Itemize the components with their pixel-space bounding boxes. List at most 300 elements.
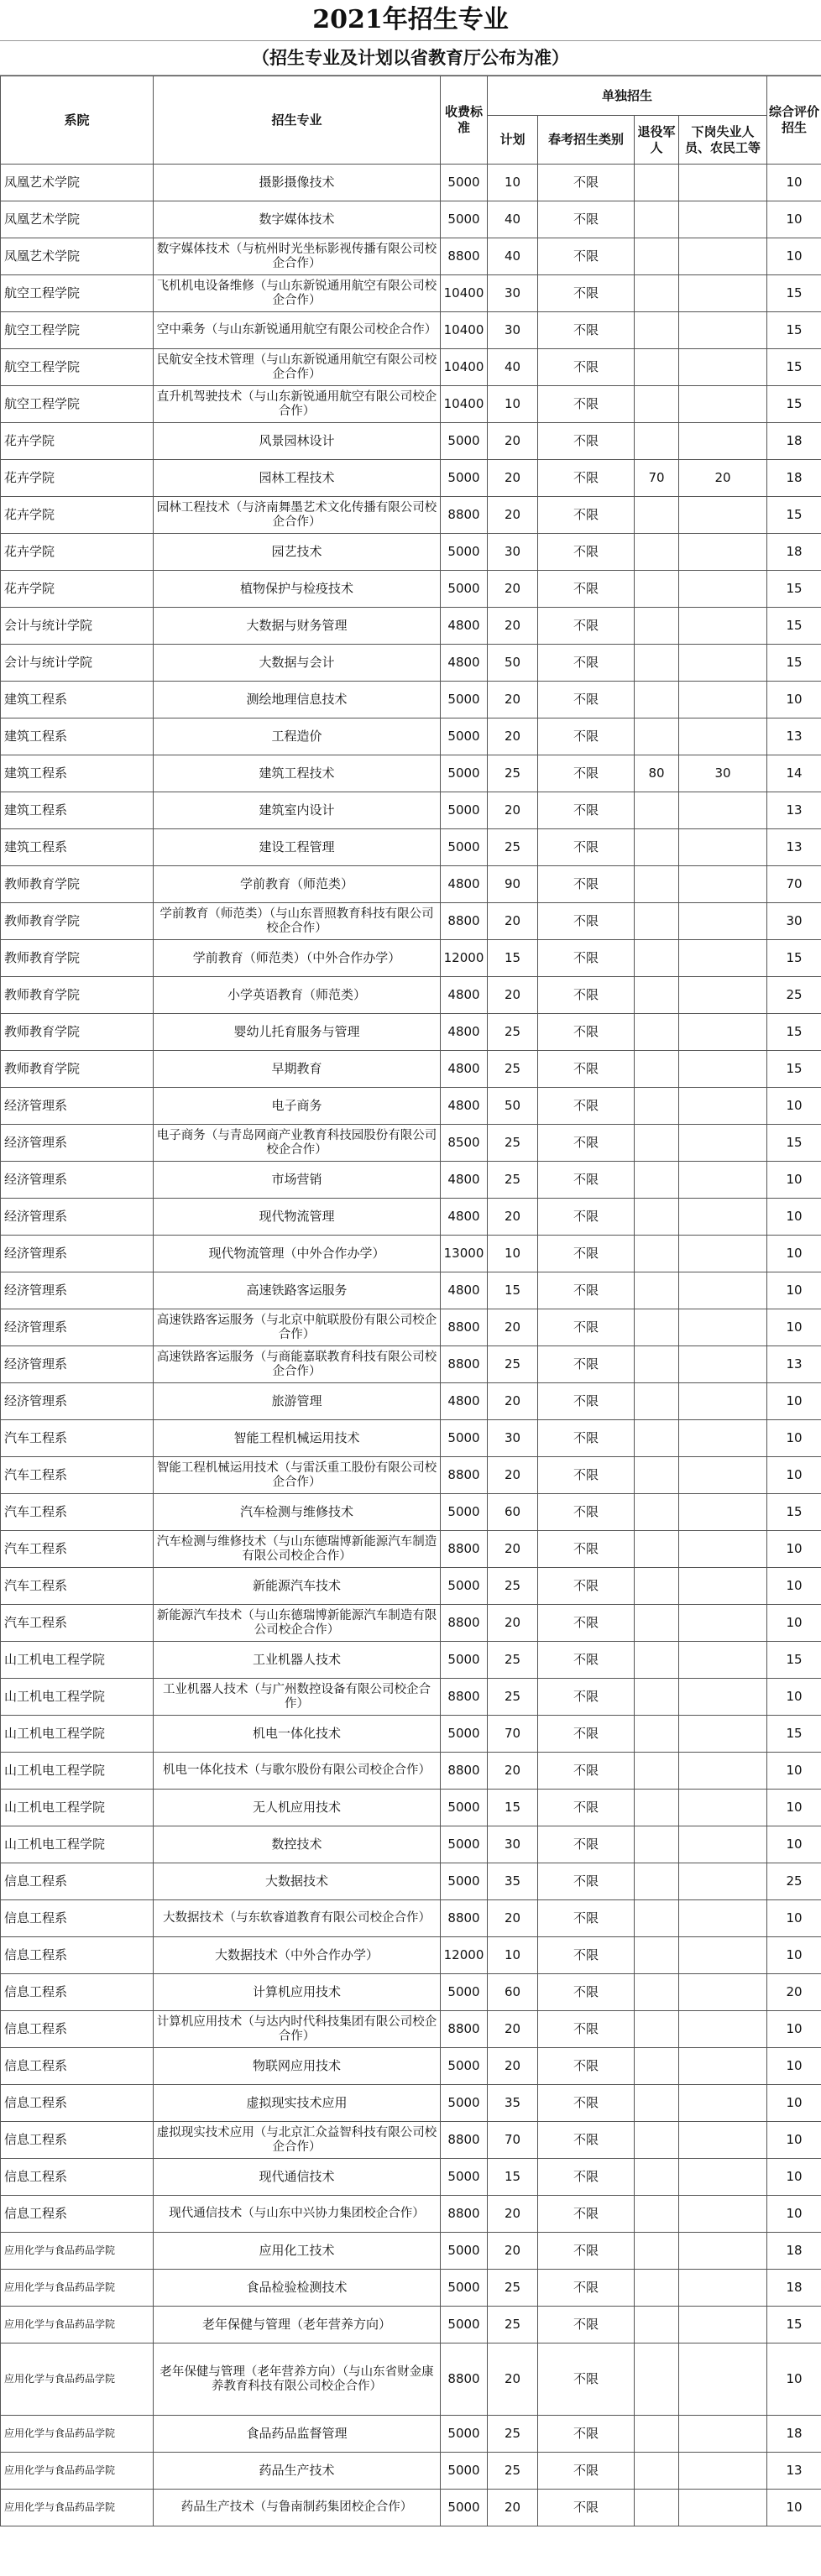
table-row: [1, 1420, 821, 1457]
dept-cell: 凤凰艺术学院: [1, 238, 154, 275]
major-cell: 智能工程机械运用技术（与雷沃重工股份有限公司校企合作）: [154, 1457, 441, 1494]
spring-category-cell: 不限: [538, 682, 635, 718]
veteran-cell: [635, 1051, 679, 1088]
dept-cell: 航空工程学院: [1, 349, 154, 386]
comprehensive-cell: 10: [767, 1568, 821, 1605]
fee-cell: 4800: [441, 1272, 488, 1309]
table-row: [1, 645, 821, 682]
major-cell: 数字媒体技术（与杭州时光坐标影视传播有限公司校企合作）: [154, 238, 441, 275]
laid-off-cell: [679, 1900, 767, 1937]
dept-cell: 汽车工程系: [1, 1605, 154, 1642]
veteran-cell: [635, 977, 679, 1014]
veteran-cell: [635, 940, 679, 977]
table-row: [1, 1716, 821, 1753]
laid-off-cell: [679, 201, 767, 238]
table-row: [1, 1088, 821, 1125]
table-row: [1, 2343, 821, 2416]
laid-off-cell: [679, 829, 767, 866]
plan-cell: 20: [488, 460, 538, 497]
major-cell: 民航安全技术管理（与山东新锐通用航空有限公司校企合作）: [154, 349, 441, 386]
comprehensive-cell: 10: [767, 1420, 821, 1457]
laid-off-cell: [679, 1531, 767, 1568]
fee-cell: 10400: [441, 275, 488, 312]
laid-off-cell: [679, 1309, 767, 1346]
plan-cell: 25: [488, 2453, 538, 2490]
major-cell: 新能源汽车技术: [154, 1568, 441, 1605]
table-row: [1, 1974, 821, 2011]
plan-cell: 25: [488, 2270, 538, 2307]
spring-category-cell: 不限: [538, 460, 635, 497]
veteran-cell: [635, 2196, 679, 2233]
fee-cell: 5000: [441, 2453, 488, 2490]
fee-cell: 8800: [441, 1346, 488, 1383]
spring-category-cell: 不限: [538, 497, 635, 534]
dept-cell: 信息工程系: [1, 2011, 154, 2048]
laid-off-cell: 30: [679, 755, 767, 792]
major-cell: 新能源汽车技术（与山东德瑞博新能源汽车制造有限公司校企合作）: [154, 1605, 441, 1642]
major-cell: 药品生产技术（与鲁南制药集团校企合作）: [154, 2490, 441, 2526]
comprehensive-cell: 15: [767, 645, 821, 682]
veteran-cell: [635, 645, 679, 682]
plan-cell: 50: [488, 645, 538, 682]
laid-off-cell: [679, 2343, 767, 2416]
spring-category-cell: 不限: [538, 1605, 635, 1642]
table-row: [1, 1937, 821, 1974]
major-cell: 小学英语教育（师范类）: [154, 977, 441, 1014]
major-cell: 虚拟现实技术应用（与北京汇众益智科技有限公司校企合作）: [154, 2122, 441, 2159]
table-row: [1, 1790, 821, 1826]
comprehensive-cell: 14: [767, 755, 821, 792]
header-comprehensive: 综合评价招生: [767, 76, 821, 165]
laid-off-cell: [679, 1790, 767, 1826]
laid-off-cell: [679, 1753, 767, 1790]
veteran-cell: [635, 1790, 679, 1826]
table-row: [1, 1457, 821, 1494]
spring-category-cell: 不限: [538, 1568, 635, 1605]
major-cell: 高速铁路客运服务（与商能嘉联教育科技有限公司校企合作）: [154, 1346, 441, 1383]
major-cell: 高速铁路客运服务: [154, 1272, 441, 1309]
fee-cell: 4800: [441, 608, 488, 645]
dept-cell: 山工机电工程学院: [1, 1679, 154, 1716]
major-cell: 大数据技术（与东软睿道教育有限公司校企合作）: [154, 1900, 441, 1937]
header-major: 招生专业: [154, 76, 441, 165]
table-row: [1, 238, 821, 275]
spring-category-cell: 不限: [538, 1125, 635, 1162]
veteran-cell: [635, 1753, 679, 1790]
dept-cell: 汽车工程系: [1, 1457, 154, 1494]
plan-cell: 20: [488, 571, 538, 608]
table-row: [1, 2270, 821, 2307]
major-cell: 药品生产技术: [154, 2453, 441, 2490]
major-cell: 计算机应用技术（与达内时代科技集团有限公司校企合作）: [154, 2011, 441, 2048]
comprehensive-cell: 10: [767, 1605, 821, 1642]
table-row: [1, 1826, 821, 1863]
dept-cell: 教师教育学院: [1, 903, 154, 940]
veteran-cell: [635, 2270, 679, 2307]
table-row: [1, 940, 821, 977]
dept-cell: 花卉学院: [1, 497, 154, 534]
comprehensive-cell: 10: [767, 2122, 821, 2159]
table-row: [1, 829, 821, 866]
plan-cell: 35: [488, 2085, 538, 2122]
laid-off-cell: [679, 534, 767, 571]
fee-cell: 5000: [441, 460, 488, 497]
spring-category-cell: 不限: [538, 608, 635, 645]
header-plan: 计划: [488, 116, 538, 165]
plan-cell: 25: [488, 1125, 538, 1162]
major-cell: 虚拟现实技术应用: [154, 2085, 441, 2122]
spring-category-cell: 不限: [538, 645, 635, 682]
veteran-cell: [635, 1199, 679, 1236]
fee-cell: 8800: [441, 2011, 488, 2048]
plan-cell: 30: [488, 275, 538, 312]
major-cell: 机电一体化技术（与歌尔股份有限公司校企合作）: [154, 1753, 441, 1790]
veteran-cell: [635, 349, 679, 386]
spring-category-cell: 不限: [538, 1420, 635, 1457]
header-single-enrollment: 单独招生: [488, 76, 767, 116]
laid-off-cell: [679, 1568, 767, 1605]
comprehensive-cell: 10: [767, 1937, 821, 1974]
plan-cell: 40: [488, 201, 538, 238]
fee-cell: 5000: [441, 571, 488, 608]
table-row: [1, 2307, 821, 2343]
veteran-cell: [635, 682, 679, 718]
dept-cell: 航空工程学院: [1, 386, 154, 423]
comprehensive-cell: 10: [767, 1753, 821, 1790]
spring-category-cell: 不限: [538, 1679, 635, 1716]
veteran-cell: [635, 1014, 679, 1051]
veteran-cell: [635, 2233, 679, 2270]
comprehensive-cell: 18: [767, 2416, 821, 2453]
spring-category-cell: 不限: [538, 940, 635, 977]
spring-category-cell: 不限: [538, 1974, 635, 2011]
veteran-cell: [635, 718, 679, 755]
dept-cell: 经济管理系: [1, 1162, 154, 1199]
dept-cell: 凤凰艺术学院: [1, 201, 154, 238]
fee-cell: 8800: [441, 2196, 488, 2233]
comprehensive-cell: 15: [767, 386, 821, 423]
table-row: [1, 423, 821, 460]
plan-cell: 20: [488, 2343, 538, 2416]
dept-cell: 信息工程系: [1, 2196, 154, 2233]
dept-cell: 信息工程系: [1, 1900, 154, 1937]
table-row: [1, 1383, 821, 1420]
major-cell: 风景园林设计: [154, 423, 441, 460]
spring-category-cell: 不限: [538, 1716, 635, 1753]
dept-cell: 信息工程系: [1, 2122, 154, 2159]
veteran-cell: [635, 1383, 679, 1420]
plan-cell: 20: [488, 903, 538, 940]
comprehensive-cell: 15: [767, 1494, 821, 1531]
fee-cell: 5000: [441, 1716, 488, 1753]
comprehensive-cell: 15: [767, 1051, 821, 1088]
laid-off-cell: [679, 1605, 767, 1642]
plan-cell: 20: [488, 423, 538, 460]
major-cell: 建筑室内设计: [154, 792, 441, 829]
table-row: [1, 1272, 821, 1309]
fee-cell: 4800: [441, 645, 488, 682]
veteran-cell: [635, 2085, 679, 2122]
laid-off-cell: [679, 1272, 767, 1309]
spring-category-cell: 不限: [538, 1937, 635, 1974]
veteran-cell: [635, 1420, 679, 1457]
dept-cell: 信息工程系: [1, 1863, 154, 1900]
fee-cell: 4800: [441, 1383, 488, 1420]
major-cell: 学前教育（师范类）（与山东晋照教育科技有限公司校企合作）: [154, 903, 441, 940]
table-header: [1, 76, 821, 165]
fee-cell: 8800: [441, 2343, 488, 2416]
comprehensive-cell: 10: [767, 2196, 821, 2233]
veteran-cell: [635, 423, 679, 460]
comprehensive-cell: 15: [767, 497, 821, 534]
comprehensive-cell: 10: [767, 1457, 821, 1494]
laid-off-cell: [679, 2159, 767, 2196]
veteran-cell: [635, 608, 679, 645]
spring-category-cell: 不限: [538, 349, 635, 386]
major-cell: 大数据与财务管理: [154, 608, 441, 645]
plan-cell: 30: [488, 1420, 538, 1457]
table-row: [1, 571, 821, 608]
spring-category-cell: 不限: [538, 755, 635, 792]
veteran-cell: [635, 238, 679, 275]
fee-cell: 8800: [441, 1309, 488, 1346]
veteran-cell: [635, 1716, 679, 1753]
comprehensive-cell: 13: [767, 1346, 821, 1383]
spring-category-cell: 不限: [538, 2233, 635, 2270]
major-cell: 高速铁路客运服务（与北京中航联股份有限公司校企合作）: [154, 1309, 441, 1346]
major-cell: 市场营销: [154, 1162, 441, 1199]
dept-cell: 建筑工程系: [1, 718, 154, 755]
dept-cell: 山工机电工程学院: [1, 1716, 154, 1753]
laid-off-cell: [679, 2196, 767, 2233]
dept-cell: 教师教育学院: [1, 866, 154, 903]
major-cell: 旅游管理: [154, 1383, 441, 1420]
spring-category-cell: 不限: [538, 1088, 635, 1125]
dept-cell: 教师教育学院: [1, 977, 154, 1014]
plan-cell: 25: [488, 1568, 538, 1605]
spring-category-cell: 不限: [538, 1383, 635, 1420]
comprehensive-cell: 18: [767, 460, 821, 497]
fee-cell: 4800: [441, 1014, 488, 1051]
plan-cell: 20: [488, 2048, 538, 2085]
fee-cell: 5000: [441, 1568, 488, 1605]
fee-cell: 5000: [441, 2307, 488, 2343]
plan-cell: 20: [488, 1199, 538, 1236]
table-row: [1, 608, 821, 645]
spring-category-cell: 不限: [538, 1236, 635, 1272]
veteran-cell: [635, 829, 679, 866]
major-cell: 智能工程机械运用技术: [154, 1420, 441, 1457]
table-row: [1, 755, 821, 792]
dept-cell: 信息工程系: [1, 2048, 154, 2085]
header-laid-off: 下岗失业人员、农民工等: [679, 116, 767, 165]
plan-cell: 60: [488, 1494, 538, 1531]
dept-cell: 花卉学院: [1, 460, 154, 497]
table-row: [1, 1642, 821, 1679]
dept-cell: 经济管理系: [1, 1236, 154, 1272]
major-cell: 电子商务（与青岛网商产业教育科技园股份有限公司校企合作）: [154, 1125, 441, 1162]
fee-cell: 5000: [441, 1642, 488, 1679]
spring-category-cell: 不限: [538, 1346, 635, 1383]
comprehensive-cell: 10: [767, 1199, 821, 1236]
veteran-cell: 70: [635, 460, 679, 497]
table-row: [1, 2233, 821, 2270]
dept-cell: 应用化学与食品药品学院: [1, 2307, 154, 2343]
plan-cell: 20: [488, 1309, 538, 1346]
comprehensive-cell: 10: [767, 2085, 821, 2122]
laid-off-cell: [679, 312, 767, 349]
spring-category-cell: 不限: [538, 2416, 635, 2453]
laid-off-cell: [679, 718, 767, 755]
spring-category-cell: 不限: [538, 201, 635, 238]
veteran-cell: [635, 1457, 679, 1494]
comprehensive-cell: 15: [767, 1642, 821, 1679]
table-row: [1, 1863, 821, 1900]
major-cell: 汽车检测与维修技术（与山东德瑞博新能源汽车制造有限公司校企合作）: [154, 1531, 441, 1568]
plan-cell: 30: [488, 312, 538, 349]
major-cell: 现代物流管理（中外合作办学）: [154, 1236, 441, 1272]
laid-off-cell: [679, 1494, 767, 1531]
dept-cell: 教师教育学院: [1, 940, 154, 977]
fee-cell: 5000: [441, 423, 488, 460]
comprehensive-cell: 10: [767, 2159, 821, 2196]
veteran-cell: [635, 2343, 679, 2416]
laid-off-cell: [679, 1457, 767, 1494]
plan-cell: 20: [488, 977, 538, 1014]
major-cell: 摄影摄像技术: [154, 165, 441, 201]
comprehensive-cell: 15: [767, 1716, 821, 1753]
major-cell: 数字媒体技术: [154, 201, 441, 238]
table-row: [1, 2122, 821, 2159]
major-cell: 园林工程技术: [154, 460, 441, 497]
laid-off-cell: [679, 349, 767, 386]
laid-off-cell: [679, 977, 767, 1014]
laid-off-cell: [679, 1014, 767, 1051]
spring-category-cell: 不限: [538, 1642, 635, 1679]
dept-cell: 信息工程系: [1, 1974, 154, 2011]
major-cell: 直升机驾驶技术（与山东新锐通用航空有限公司校企合作）: [154, 386, 441, 423]
dept-cell: 山工机电工程学院: [1, 1753, 154, 1790]
veteran-cell: [635, 1826, 679, 1863]
comprehensive-cell: 15: [767, 312, 821, 349]
laid-off-cell: [679, 1383, 767, 1420]
plan-cell: 20: [488, 682, 538, 718]
table-row: [1, 903, 821, 940]
plan-cell: 15: [488, 940, 538, 977]
fee-cell: 5000: [441, 2490, 488, 2526]
laid-off-cell: [679, 792, 767, 829]
spring-category-cell: 不限: [538, 1272, 635, 1309]
comprehensive-cell: 10: [767, 1272, 821, 1309]
spring-category-cell: 不限: [538, 977, 635, 1014]
comprehensive-cell: 18: [767, 534, 821, 571]
veteran-cell: [635, 165, 679, 201]
fee-cell: 8800: [441, 1457, 488, 1494]
plan-cell: 90: [488, 866, 538, 903]
table-row: [1, 1753, 821, 1790]
plan-cell: 25: [488, 1642, 538, 1679]
table-row: [1, 1605, 821, 1642]
major-cell: 现代通信技术: [154, 2159, 441, 2196]
table-row: [1, 1531, 821, 1568]
table-body: [1, 165, 821, 2526]
veteran-cell: [635, 1125, 679, 1162]
plan-cell: 15: [488, 1272, 538, 1309]
veteran-cell: [635, 1088, 679, 1125]
major-cell: 现代通信技术（与山东中兴协力集团校企合作）: [154, 2196, 441, 2233]
comprehensive-cell: 10: [767, 1900, 821, 1937]
plan-cell: 20: [488, 2011, 538, 2048]
veteran-cell: [635, 2159, 679, 2196]
spring-category-cell: 不限: [538, 275, 635, 312]
plan-cell: 25: [488, 2307, 538, 2343]
comprehensive-cell: 13: [767, 792, 821, 829]
fee-cell: 10400: [441, 349, 488, 386]
fee-cell: 5000: [441, 1826, 488, 1863]
comprehensive-cell: 10: [767, 2343, 821, 2416]
table-row: [1, 2196, 821, 2233]
spring-category-cell: 不限: [538, 866, 635, 903]
table-row: [1, 1162, 821, 1199]
major-cell: 应用化工技术: [154, 2233, 441, 2270]
plan-cell: 25: [488, 1014, 538, 1051]
plan-cell: 10: [488, 386, 538, 423]
spring-category-cell: 不限: [538, 1531, 635, 1568]
comprehensive-cell: 25: [767, 977, 821, 1014]
dept-cell: 经济管理系: [1, 1383, 154, 1420]
fee-cell: 12000: [441, 1937, 488, 1974]
fee-cell: 5000: [441, 165, 488, 201]
fee-cell: 5000: [441, 2233, 488, 2270]
admissions-table: [0, 76, 821, 2526]
fee-cell: 5000: [441, 1863, 488, 1900]
plan-cell: 25: [488, 2416, 538, 2453]
veteran-cell: [635, 2490, 679, 2526]
veteran-cell: [635, 275, 679, 312]
table-row: [1, 2011, 821, 2048]
spring-category-cell: 不限: [538, 718, 635, 755]
table-row: [1, 1309, 821, 1346]
dept-cell: 应用化学与食品药品学院: [1, 2233, 154, 2270]
table-row: [1, 1900, 821, 1937]
dept-cell: 应用化学与食品药品学院: [1, 2343, 154, 2416]
table-row: [1, 682, 821, 718]
table-row: [1, 2416, 821, 2453]
fee-cell: 8800: [441, 2122, 488, 2159]
veteran-cell: [635, 1974, 679, 2011]
fee-cell: 5000: [441, 534, 488, 571]
plan-cell: 10: [488, 1236, 538, 1272]
fee-cell: 8800: [441, 1679, 488, 1716]
plan-cell: 15: [488, 2159, 538, 2196]
laid-off-cell: [679, 2270, 767, 2307]
laid-off-cell: [679, 1642, 767, 1679]
spring-category-cell: 不限: [538, 2159, 635, 2196]
laid-off-cell: [679, 1051, 767, 1088]
spring-category-cell: 不限: [538, 2048, 635, 2085]
major-cell: 电子商务: [154, 1088, 441, 1125]
laid-off-cell: [679, 1236, 767, 1272]
plan-cell: 25: [488, 829, 538, 866]
plan-cell: 30: [488, 1826, 538, 1863]
laid-off-cell: [679, 275, 767, 312]
dept-cell: 航空工程学院: [1, 275, 154, 312]
fee-cell: 5000: [441, 2048, 488, 2085]
table-row: [1, 2048, 821, 2085]
major-cell: 建设工程管理: [154, 829, 441, 866]
comprehensive-cell: 18: [767, 2270, 821, 2307]
dept-cell: 经济管理系: [1, 1088, 154, 1125]
